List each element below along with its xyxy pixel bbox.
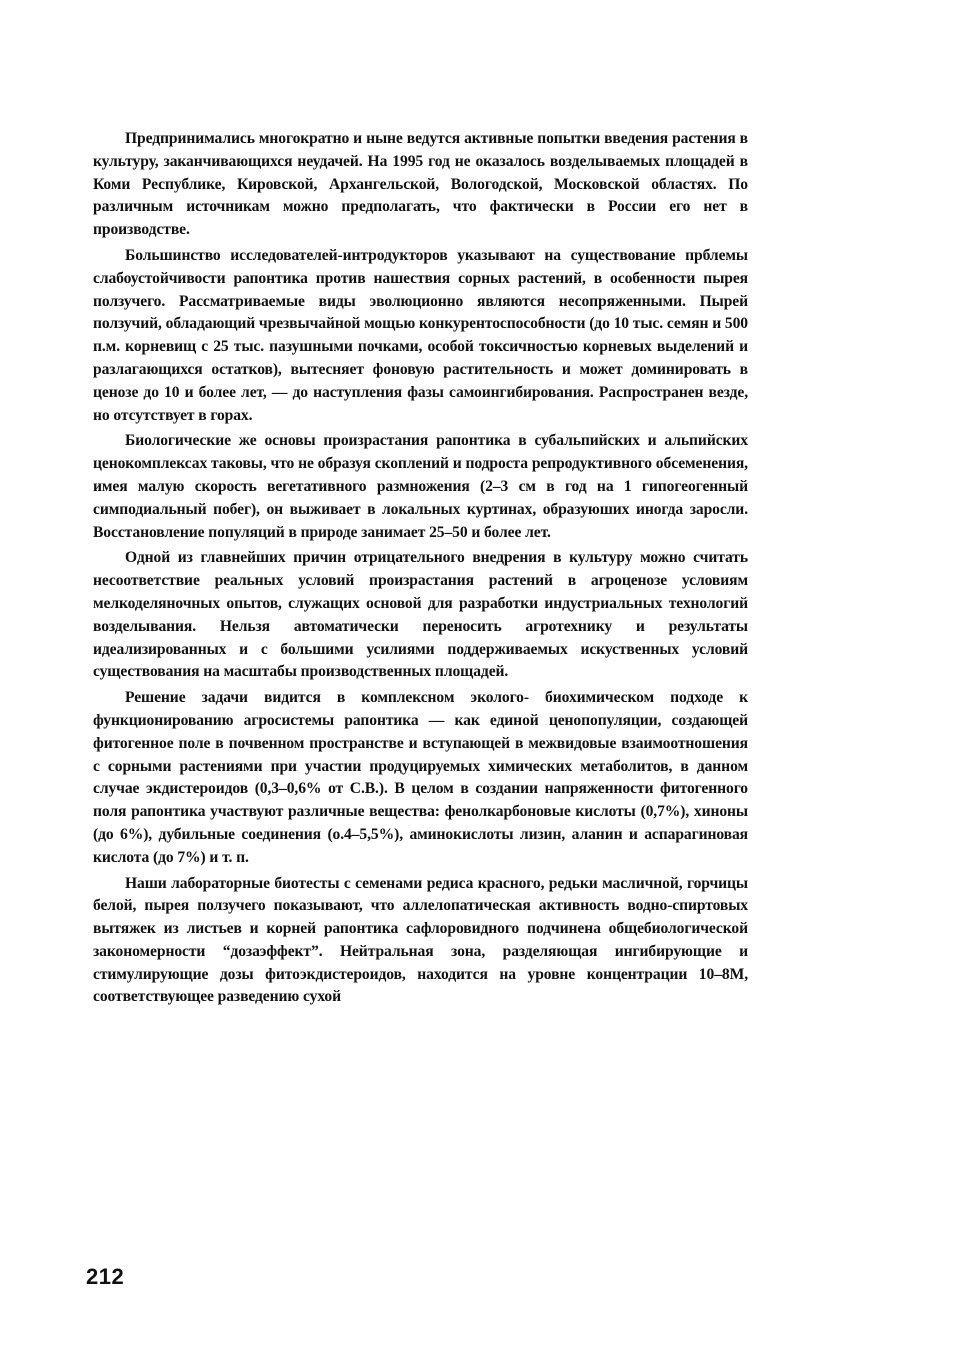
paragraph: Предпринимались многократно и ныне ведутся активные попытки введения растения в культуру, заканчивающихся неудачей. На 1995 год не оказалось возделываемых площадей в Коми Республике, Кировской, Архангельской, Вологодской, Московской областях. По различным источникам можно предполагать, что фактически в России его нет в производстве. xyxy=(93,130,748,239)
page-number: 212 xyxy=(86,1264,125,1289)
paragraph: Большинство исследователей-интродукторов указывают на существование прблемы слабоустойчивости рапонтика против нашествия сорных растений, в особенности пырея ползучего. Рассматриваемые виды эволюционно являются несопряженными. Пырей ползучий, обладающий чрезвычайной мощью конкурентоспособности (до 10 тыс. семян и 500 п.м. корневищ с 25 тыс. пазушными почками, особой токсичностью корневых выделений и разлагающихся остатков), вытесняет фоновую растительность и может доминировать в ценозе до 10 и более лет, — до наступления фазы самоингибирования. Распространен везде, но отсутствует в горах. xyxy=(93,246,748,424)
body-text xyxy=(93,128,748,1012)
paragraph: Одной из главнейших причин отрицательного внедрения в культуру можно считать несоответствие реальных условий произрастания растений в агроценозе условиям мелкоделяночных опытов, служащих основой для разработки индустриальных технологий возделывания. Нельзя автоматически переносить агротехнику и результаты идеализированных и с большими усилиями поддерживаемых искуственных условий существования на масштабы производственных площадей. xyxy=(93,549,748,681)
paragraph: Решение задачи видится в комплексном эколого- биохимическом подходе к функционированию агросистемы рапонтика — как единой ценопопуляции, создающей фитогенное поле в почвенном пространстве и вступающей в межвидовые взаимоотношения с сорными растениями при участии продуцируемых химических метаболитов, в данном случае экдистероидов (0,3–0,6% от С.В.). В целом в создании напряженности фитогенного поля рапонтика участвуют различные вещества: фенолкарбоновые кислоты (0,7%), хиноны (до 6%), дубильные соединения (о.4–5,5%), аминокислоты лизин, аланин и аспарагиновая кислота (до 7%) и т. п. xyxy=(93,689,748,866)
paragraph: Наши лабораторные биотесты с семенами редиса красного, редьки масличной, горчицы белой, пырея ползучего показывают, что аллелопатическая активность водно-спиртовых вытяжек из листьев и корней рапонтика сафлоровидного подчинена общебиологической закономерности “дозаэффект”. Нейтральная зона, разделяющая ингибирующие и стимулирующие дозы фитоэкдистероидов, находится на уровне концентрации 10–8М, соответствующее разведению сухой xyxy=(93,874,748,1006)
paragraph: Биологические же основы произрастания рапонтика в субальпийских и альпийских ценокомплексах таковы, что не образуя скоплений и подроста репродуктивного обсеменения, имея малую скорость вегетативного размножения (2–3 см в год на 1 гипогеогенный симподиальный побег), он выживает в локальных куртинах, образуюших иногда заросли. Восстановление популяций в природе занимает 25–50 и более лет. xyxy=(93,432,748,541)
